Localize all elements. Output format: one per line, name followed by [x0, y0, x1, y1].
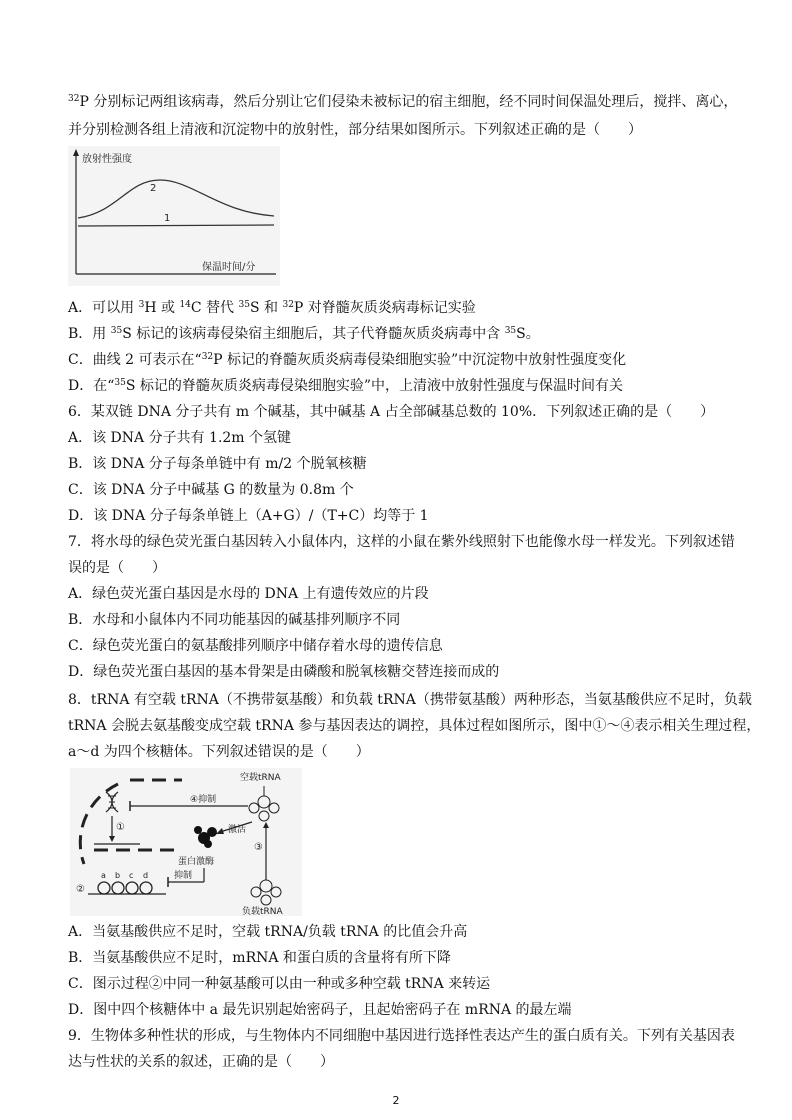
ribosome-b-label: b	[115, 871, 121, 880]
x-axis-label: 保温时间/分	[202, 262, 256, 273]
q7-stem-line-1: 7．将水母的绿色荧光蛋白基因转入小鼠体内，这样的小鼠在紫外线照射下也能像水母一样发光。下列叙述错	[68, 534, 735, 550]
q6-option-c: C．该 DNA 分子中碱基 G 的数量为 0.8m 个	[68, 482, 354, 498]
q8-option-b: B．当氨基酸供应不足时，mRNA 和蛋白质的含量将有所下降	[68, 950, 451, 966]
q7-option-d: D．绿色荧光蛋白基因的基本骨架是由磷酸和脱氧核糖交替连接而成的	[68, 664, 500, 680]
y-axis-label: 放射性强度	[82, 154, 132, 165]
ribosome-c-label: c	[129, 871, 134, 880]
process-4-inhibit-label: ④抑制	[190, 795, 217, 805]
empty-trna-label: 空载tRNA	[240, 773, 281, 783]
q7-option-a: A．绿色荧光蛋白基因是水母的 DNA 上有遗传效应的片段	[68, 586, 429, 602]
curve-2	[78, 180, 274, 218]
q9-stem-line-2: 达与性状的关系的叙述，正确的是（ ）	[68, 1054, 334, 1070]
curve-1-label: 1	[164, 213, 171, 224]
q6-option-a: A．该 DNA 分子共有 1.2m 个氢键	[68, 430, 292, 446]
curve-1	[78, 225, 274, 226]
inhibit-label: 抑制	[174, 871, 193, 881]
dna-helix-icon	[106, 792, 118, 812]
curve-2-label: 2	[150, 183, 157, 194]
q5-figure	[68, 146, 280, 286]
q5-option-b: B．用 $^{35}$S 标记的该病毒侵染宿主细胞后，其子代脊髓灰质炎病毒中含 $^{35}$S。	[68, 326, 540, 342]
q9-stem-line-1: 9．生物体多种性状的形成，与生物体内不同细胞中基因进行选择性表达产生的蛋白质有关。下列有关基因表	[68, 1028, 735, 1044]
q7-option-c: C．绿色荧光蛋白的氨基酸排列顺序中储存着水母的遗传信息	[68, 638, 443, 654]
q7-option-b: B．水母和小鼠体内不同功能基因的碱基排列顺序不同	[68, 612, 401, 628]
protein-kinase-label: 蛋白激酶	[178, 857, 215, 867]
loaded-trna-icon	[251, 880, 281, 905]
q6-stem: 6．某双链 DNA 分子共有 m 个碱基，其中碱基 A 占全部碱基总数的 10%．下列叙述正确的是（ ）	[68, 404, 715, 420]
activate-label: 激活	[228, 825, 247, 835]
q5-stem-line-1: $^{32}$P 分别标记两组该病毒，然后分别让它们侵染未被标记的宿主细胞，经不同时间保温处理后，搅拌、离心，	[68, 94, 738, 110]
q5-option-d: D．在“$^{35}$S 标记的脊髓灰质炎病毒侵染细胞实验”中，上清液中放射性强度与保温时间有关	[68, 378, 624, 394]
radioactivity-chart	[68, 146, 280, 286]
q8-stem-line-3: a～d 为四个核糖体。下列叙述错误的是（ ）	[68, 744, 370, 760]
page-number: 2	[392, 1094, 400, 1107]
q5-stem-line-2: 并分别检测各组上清液和沉淀物中的放射性，部分结果如图所示。下列叙述正确的是（ ）	[68, 122, 642, 138]
q5-option-c: C．曲线 2 可表示在“$^{32}$P 标记的脊髓灰质炎病毒侵染细胞实验”中沉淀物中放射性强度变化	[68, 352, 627, 368]
q8-option-d: D．图中四个核糖体中 a 最先识别起始密码子，且起始密码子在 mRNA 的最左端	[68, 1002, 572, 1018]
y-axis-arrow	[73, 149, 79, 156]
q8-stem-line-2: tRNA 会脱去氨基酸变成空载 tRNA 参与基因表达的调控，具体过程如图所示，图中①～④表示相关生理过程，	[68, 718, 761, 734]
ribosome-a-label: a	[101, 871, 106, 880]
ribosome-d-label: d	[143, 871, 149, 880]
protein-kinase-icon	[194, 826, 217, 848]
q6-option-b: B．该 DNA 分子每条单链中有 m/2 个脱氧核糖	[68, 456, 367, 472]
loaded-trna-label: 负载tRNA	[242, 907, 283, 916]
q7-stem-line-2: 误的是（ ）	[68, 560, 166, 576]
trna-regulation-diagram	[70, 768, 302, 916]
q6-option-d: D．该 DNA 分子每条单链上（A+G）/（T+C）均等于 1	[68, 508, 429, 524]
process-3-label: ③	[254, 842, 263, 853]
q8-figure	[70, 768, 302, 916]
q8-option-a: A．当氨基酸供应不足时，空载 tRNA/负载 tRNA 的比值会升高	[68, 924, 468, 940]
q8-option-c: C．图示过程②中同一种氨基酸可以由一种或多种空载 tRNA 来转运	[68, 976, 491, 992]
process-1-label: ①	[116, 822, 125, 833]
q5-option-a: A．可以用 $^3$H 或 $^{14}$C 替代 $^{35}$S 和 $^{32}$P 对脊髓灰质炎病毒标记实验	[68, 300, 476, 316]
ribosome-icon	[98, 882, 152, 894]
empty-trna-icon	[249, 786, 279, 821]
process-2-label: ②	[76, 884, 85, 895]
q8-stem-line-1: 8．tRNA 有空载 tRNA（不携带氨基酸）和负载 tRNA（携带氨基酸）两种形态，当氨基酸供应不足时，负载	[68, 692, 752, 708]
